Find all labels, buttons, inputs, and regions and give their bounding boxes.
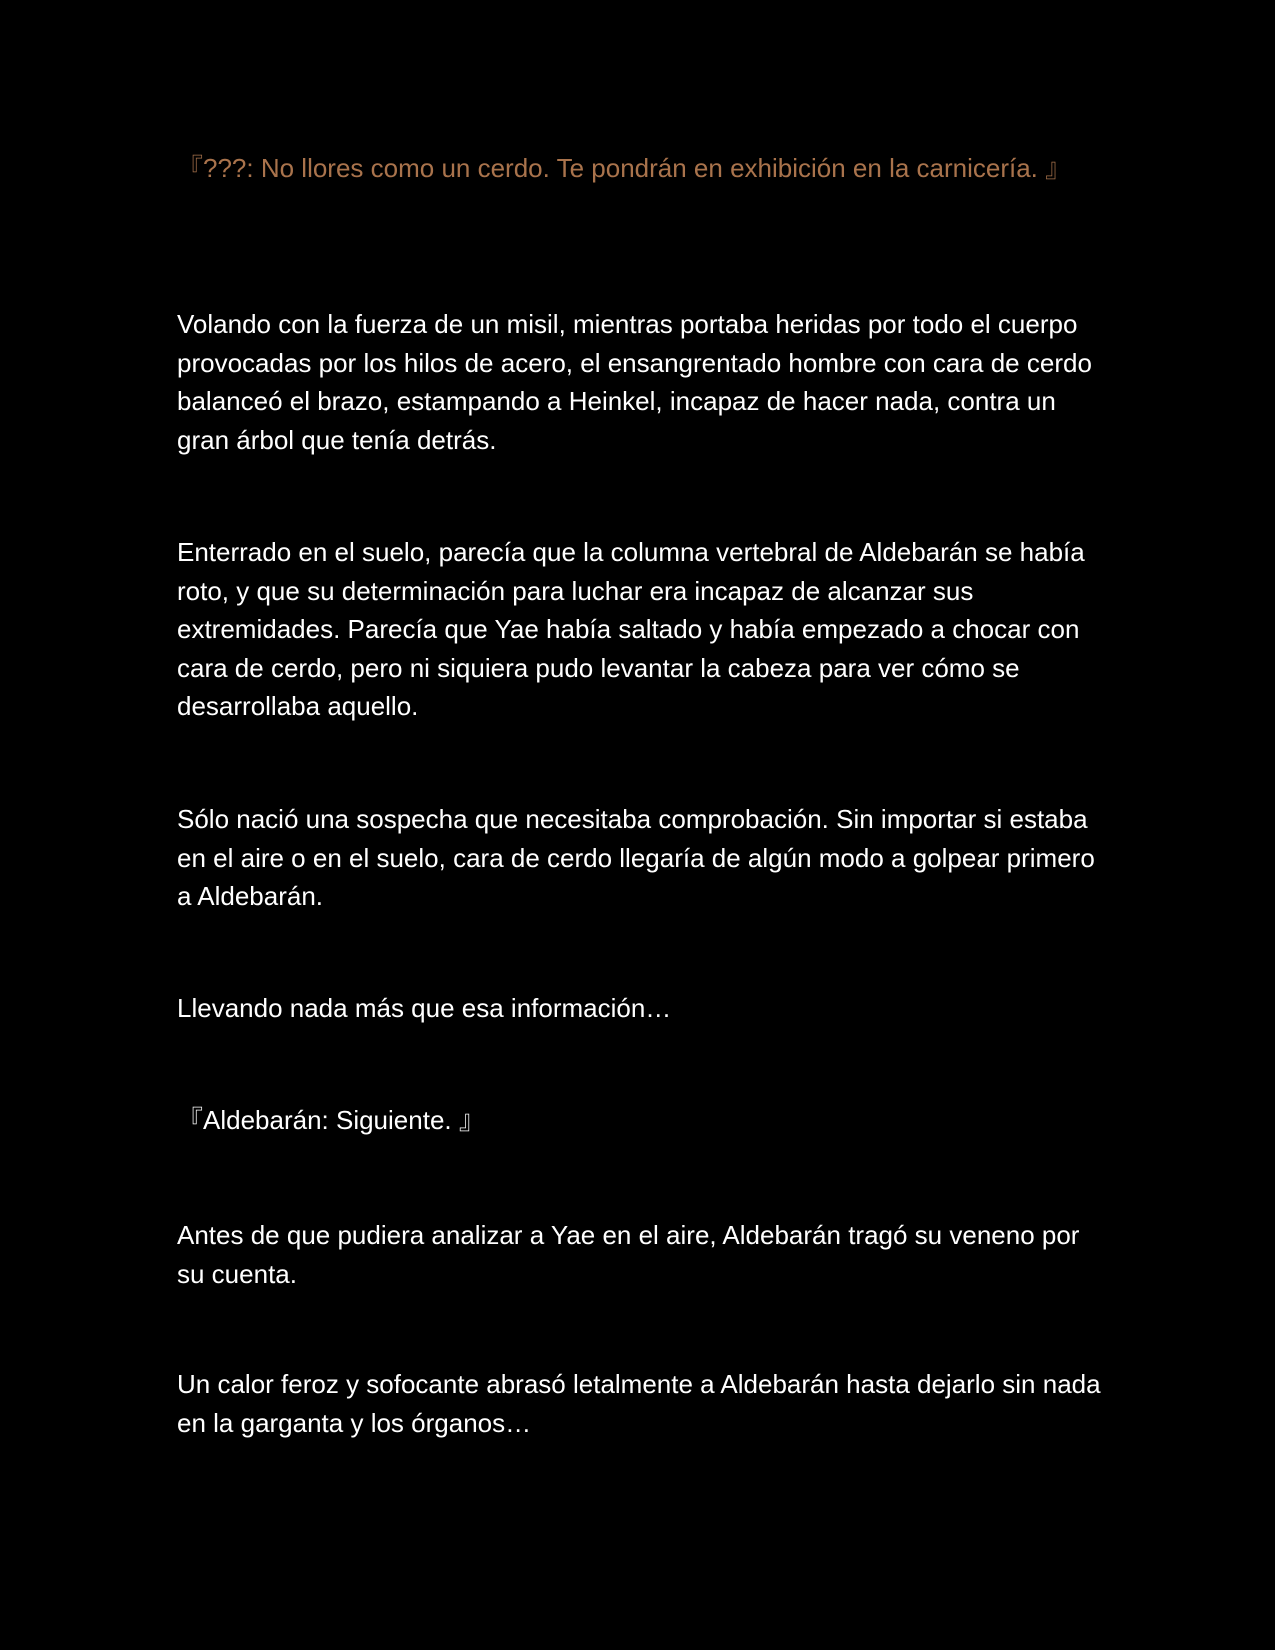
document-page bbox=[177, 0, 1107, 1650]
paragraph-buried-in-ground: Enterrado en el suelo, parecía que la columna vertebral de Aldebarán se había roto, y que su determinación para luchar era incapaz de alcanzar sus extremidades. Parecía que Yae había saltado y había empezado a chocar con cara de cerdo, pero ni siquiera pudo levantar la cabeza para ver cómo se desarrollaba aquello. bbox=[177, 537, 1085, 721]
paragraph-carrying-information: Llevando nada más que esa información… bbox=[177, 993, 672, 1023]
paragraph-fierce-heat: Un calor feroz y sofocante abrasó letalmente a Aldebarán hasta dejarlo sin nada en la garganta y los órganos… bbox=[177, 1369, 1101, 1438]
dialogue-pig-face: 『???: No llores como un cerdo. Te pondrán en exhibición en la carnicería. 』 bbox=[177, 153, 1072, 183]
paragraph-flying-missile: Volando con la fuerza de un misil, mientras portaba heridas por todo el cuerpo provocadas por los hilos de acero, el ensangrentado hombre con cara de cerdo balanceó el brazo, estampando a Heinkel, incapaz de hacer nada, contra un gran árbol que tenía detrás. bbox=[177, 309, 1092, 455]
paragraph-suspicion: Sólo nació una sospecha que necesitaba comprobación. Sin importar si estaba en el aire o en el suelo, cara de cerdo llegaría de algún modo a golpear primero a Aldebarán. bbox=[177, 804, 1095, 911]
dialogue-aldebaran-next: 『Aldebarán: Siguiente. 』 bbox=[177, 1105, 485, 1135]
paragraph-swallowed-poison: Antes de que pudiera analizar a Yae en el aire, Aldebarán tragó su veneno por su cuenta. bbox=[177, 1220, 1080, 1289]
